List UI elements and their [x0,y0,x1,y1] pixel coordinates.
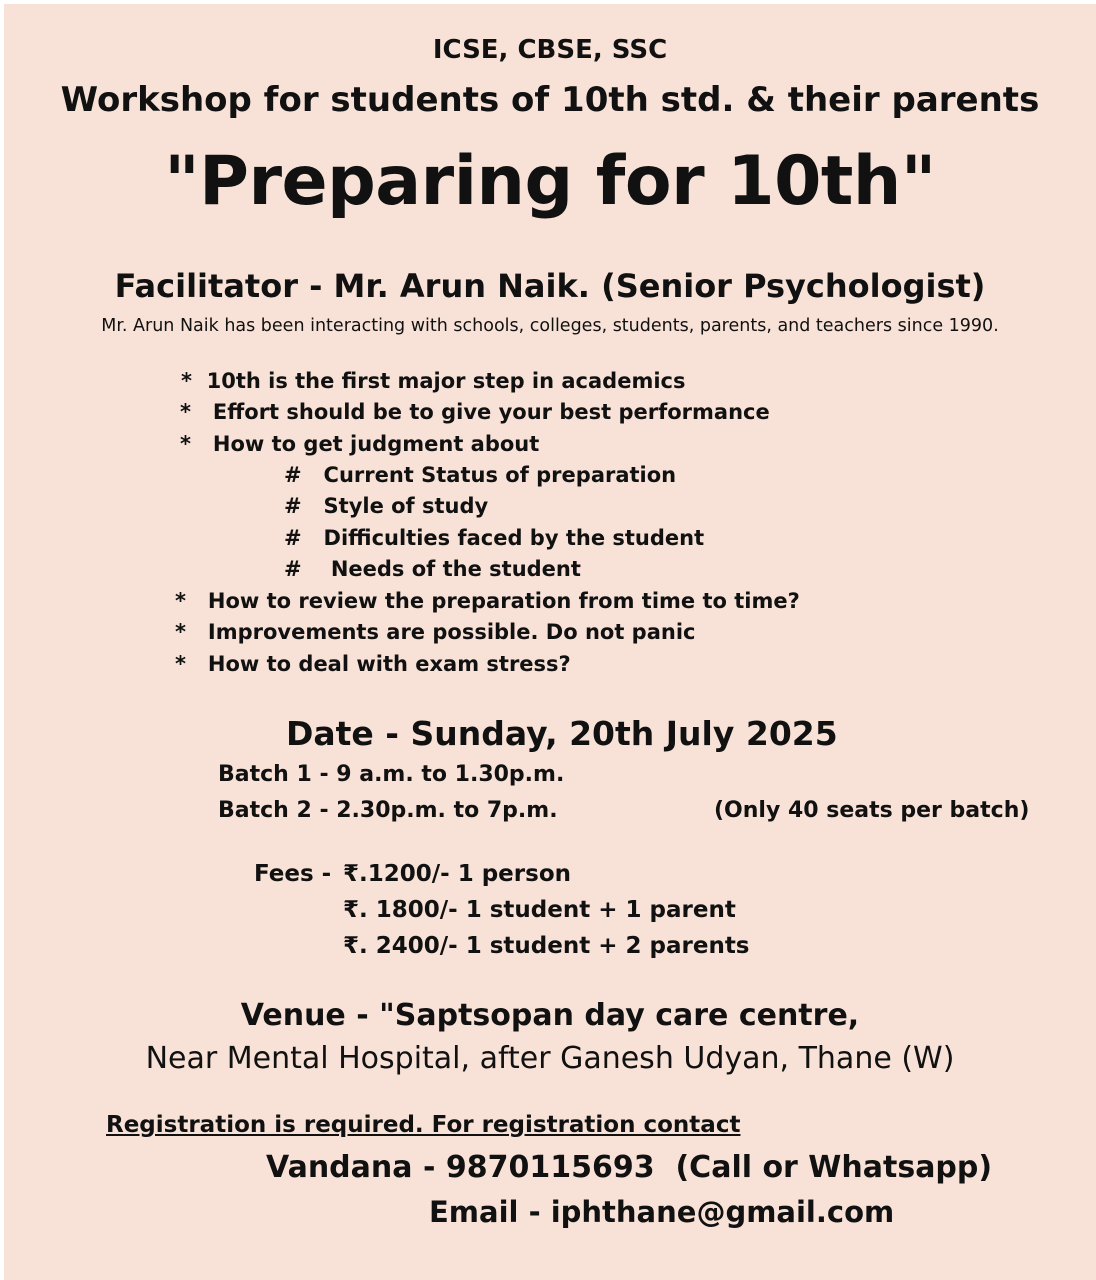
batch-2-time: Batch 2 - 2.30p.m. to 7p.m. [218,798,558,823]
subpoint-style-of-study: # Style of study [284,494,489,518]
contact-email: Email - iphthane@gmail.com [429,1195,895,1229]
subpoint-needs: # Needs of the student [284,557,581,581]
fees-label: Fees - [254,861,332,887]
flyer-page [4,4,1096,1280]
subpoint-current-status: # Current Status of preparation [284,463,677,487]
point-exam-stress: * How to deal with exam stress? [175,652,571,676]
batch-1-time: Batch 1 - 9 a.m. to 1.30p.m. [218,762,565,787]
point-best-performance: * Effort should be to give your best performance [180,400,770,424]
workshop-date: Date - Sunday, 20th July 2025 [286,714,838,753]
fee-option-3: ₹. 2400/- 1 student + 2 parents [343,933,750,959]
fee-option-1: ₹.1200/- 1 person [343,861,571,887]
registration-note: Registration is required. For registration contact [106,1112,741,1138]
seats-note: (Only 40 seats per batch) [714,798,1030,823]
venue-address: Near Mental Hospital, after Ganesh Udyan, Thane (W) [145,1041,955,1076]
facilitator-line: Facilitator - Mr. Arun Naik. (Senior Psychologist) [114,267,986,305]
fee-option-2: ₹. 1800/- 1 student + 1 parent [343,897,736,923]
point-first-step: * 10th is the first major step in academics [181,369,686,393]
venue-name: Venue - "Saptsopan day care centre, [240,998,860,1033]
workshop-title: "Preparing for 10th" [164,142,936,221]
boards-line: ICSE, CBSE, SSC [432,35,668,65]
facilitator-bio: Mr. Arun Naik has been interacting with schools, colleges, students, parents, and teachers since 1990. [101,316,999,336]
contact-phone: Vandana - 9870115693 (Call or Whatsapp) [266,1150,993,1185]
subpoint-difficulties: # Difficulties faced by the student [284,526,705,550]
point-judgment: * How to get judgment about [180,432,540,456]
point-improvements: * Improvements are possible. Do not panic [175,620,696,644]
point-review-preparation: * How to review the preparation from time to time? [175,589,800,613]
workshop-subtitle: Workshop for students of 10th std. & their parents [60,80,1040,120]
